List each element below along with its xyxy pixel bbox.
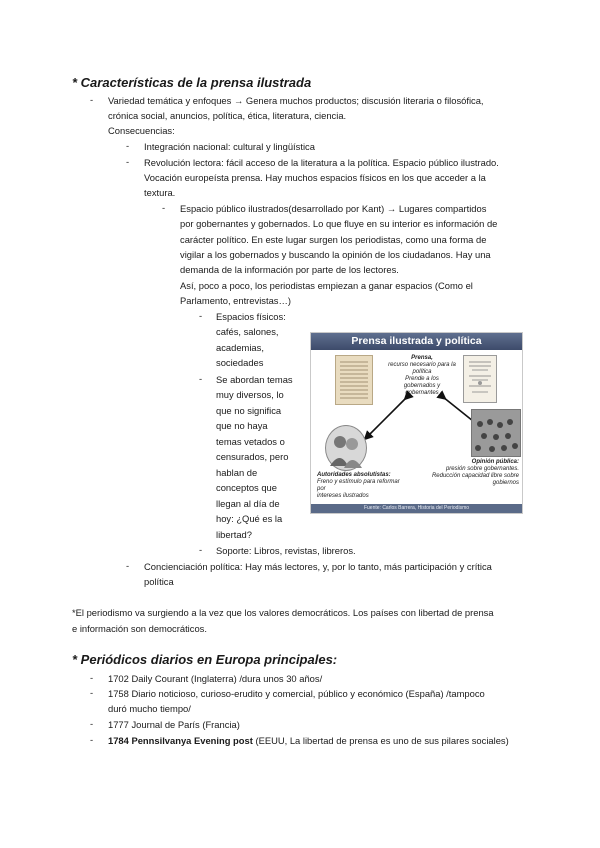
text-line: sociedades <box>216 357 264 368</box>
bullet-dash: - <box>90 94 94 105</box>
bullet-dash: - <box>162 202 166 213</box>
note-line: e información son democráticos. <box>72 623 207 634</box>
text-line: muy diversos, lo <box>216 389 284 400</box>
text-line: Variedad temática y enfoques → Genera muchos productos; discusión literaria o filosófica, <box>108 95 484 106</box>
list-item: 1702 Daily Courant (Inglaterra) /dura unos 30 años/ <box>108 673 323 684</box>
text-line: temas vetados o <box>216 436 285 447</box>
portrait-image <box>325 425 367 471</box>
text-line: que no haya <box>216 420 268 431</box>
text-line: vigilar a los gobernados y buscando la opinión de los ciudadanos. Hay una <box>180 249 491 260</box>
text-line: academias, <box>216 342 264 353</box>
center-caption-line: gobernados y <box>403 383 441 389</box>
text-line: hoy: ¿Qué es la <box>216 513 283 524</box>
text-line: Vocación europeísta prensa. Hay muchos espacios físicos en los que acceder a la <box>144 172 486 183</box>
figure-footer: Fuente: Carlos Barrera, Historia del Periodismo <box>311 504 522 513</box>
text-line: Se abordan temas <box>216 374 293 385</box>
text-line: que no significa <box>216 405 282 416</box>
left-caption <box>317 472 407 500</box>
bullet-dash: - <box>126 560 130 571</box>
bullet-dash: - <box>199 310 203 321</box>
text-line: libertad? <box>216 529 252 540</box>
text-line: Revolución lectora: fácil acceso de la literatura a la política. Espacio público ilustrado. <box>144 157 499 168</box>
text-line: hablan de <box>216 467 258 478</box>
figure-title: Prensa ilustrada y política <box>311 333 522 350</box>
text-line: textura. <box>144 187 176 198</box>
list-item: 1777 Journal de París (Francia) <box>108 719 240 730</box>
bullet-dash: - <box>90 672 94 683</box>
bullet-dash: - <box>126 140 130 151</box>
left-caption-line: Freno y estímulo para reformar por <box>317 479 400 492</box>
right-caption-line: Reducción capacidad libre sobre <box>431 473 519 479</box>
section1-heading: * Características de la prensa ilustrada <box>72 75 312 90</box>
newspaper-detail: (EEUU, La libertad de prensa es uno de sus pilares sociales) <box>252 735 509 746</box>
center-caption-line: política <box>412 369 432 375</box>
bullet-dash: - <box>126 156 130 167</box>
prensa-figure <box>310 332 523 514</box>
bullet-dash: - <box>199 544 203 555</box>
left-caption-line: Autoridades absolutistas: <box>317 472 391 478</box>
text-line: carácter político. En este lugar surgen los periodistas, como una forma de <box>180 234 487 245</box>
text-line: demanda de la información por parte de los lectores. <box>180 264 399 275</box>
center-caption-line: Prende a los <box>405 376 439 382</box>
text-line: Soporte: Libros, revistas, libreros. <box>216 545 356 556</box>
bullet-dash: - <box>199 373 203 384</box>
section2-heading: * Periódicos diarios en Europa principales: <box>72 652 338 667</box>
crowd-icon <box>472 410 520 456</box>
right-caption-line: Opinión pública: <box>471 459 519 465</box>
text-line: censurados, pero <box>216 451 289 462</box>
text-line: crónica social, anuncios, política, ética, literatura, ciencia. <box>108 110 347 121</box>
text-line: conceptos que <box>216 482 277 493</box>
bullet-dash: - <box>90 734 94 745</box>
text-line: Espacio público ilustrados(desarrollado por Kant) → Lugares compartidos <box>180 203 487 214</box>
bullet-dash: - <box>90 718 94 729</box>
crowd-image <box>471 409 521 457</box>
right-caption-line: presión sobre gobernantes. <box>445 466 519 472</box>
text-line: Consecuencias: <box>108 125 175 136</box>
text-line: por gobernantes y gobernados. Lo que fluye en su interior es información de <box>180 218 498 229</box>
list-item <box>108 734 509 747</box>
text-line: Espacios físicos: <box>216 311 286 322</box>
center-caption-line: Prensa, <box>411 355 433 361</box>
text-line: Integración nacional: cultural y lingüística <box>144 141 315 152</box>
center-caption-line: recurso necesario para la <box>388 362 456 368</box>
text-line: cafés, salones, <box>216 326 279 337</box>
text-line: Parlamento, entrevistas…) <box>180 295 291 306</box>
center-caption-line: gobernantes <box>405 390 439 396</box>
list-item: duró mucho tiempo/ <box>108 703 191 714</box>
newspaper-name: 1784 Pennsilvanya Evening post <box>108 735 253 746</box>
text-line: política <box>144 576 174 587</box>
list-item: 1758 Diario noticioso, curioso-erudito y comercial, público y económico (España) /tampoco <box>108 688 485 699</box>
right-caption-line: gobiernos <box>492 480 519 486</box>
text-line: Así, poco a poco, los periodistas empiezan a ganar espacios (Como el <box>180 280 473 291</box>
note-line: *El periodismo va surgiendo a la vez que los valores democráticos. Los países con libertad de prensa <box>72 607 494 618</box>
text-line: Concienciación política: Hay más lectores, y, por lo tanto, más participación y crítica <box>144 561 492 572</box>
left-caption-line: intereses ilustrados <box>317 493 369 499</box>
text-line: llegan al día de <box>216 498 280 509</box>
left-arrow <box>367 397 407 437</box>
bullet-dash: - <box>90 687 94 698</box>
portrait-icon <box>326 426 366 470</box>
right-caption <box>431 459 519 487</box>
